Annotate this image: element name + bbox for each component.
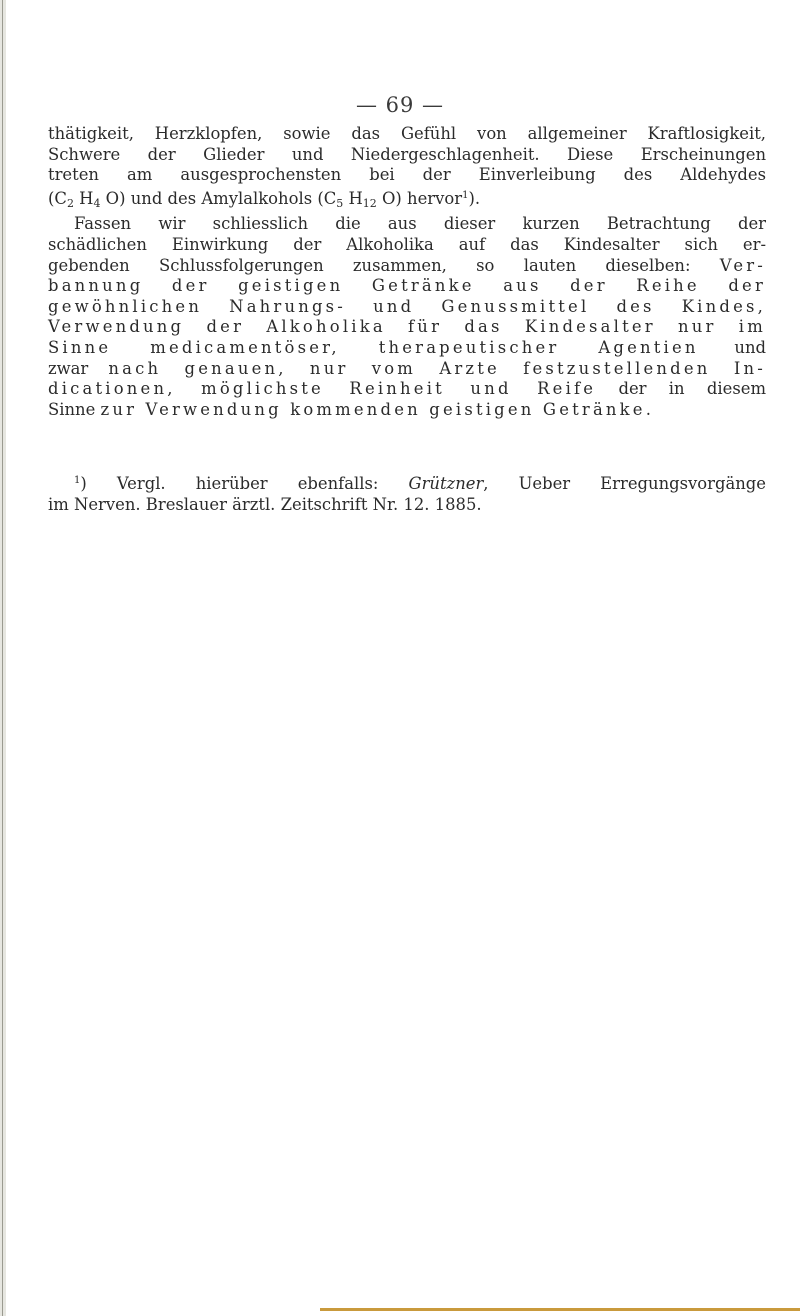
footnote-author: Grützner [408,474,484,493]
text-line: Fassen wir schliesslich die aus dieser kurzen Betrachtung der [74,214,766,234]
page-binding-edge [0,0,6,1316]
subscript: 12 [362,196,377,210]
text-line [48,379,766,400]
bottom-edge-mark [320,1308,800,1311]
text-line [48,400,766,421]
text-line: thätigkeit, Herzklopfen, sowie das Gefühl von allgemeiner Kraftlosigkeit, [48,124,766,143]
formula-text: O) und des Amylalkohols (C [100,188,337,208]
spaced-emphasis: Ver- [719,255,766,275]
page-number: — 69 — [355,93,445,117]
spaced-emphasis: zur Verwendung kommenden geistigen Getränke. [100,399,655,419]
subscript: 4 [93,196,101,210]
text-segment: zwar [48,358,109,378]
text-line [48,359,766,380]
spaced-emphasis: nach genauen, nur vom Arzte festzustellenden In- [108,358,766,378]
text-line-formula [48,186,766,215]
text-segment: der in diesem [596,379,766,399]
text-line [48,338,766,359]
footnote-text: , Ueber Erregungsvorgänge [483,474,767,493]
text-segment: gebenden Schlussfolgerungen zusammen, so lauten dieselben: [48,255,720,275]
spaced-emphasis-line: gewöhnlichen Nahrungs- und Genussmittel des Kindes, [48,296,766,316]
spaced-emphasis-line: Verwendung der Alkoholika für das Kindesalter nur im [48,317,766,337]
spaced-emphasis-line: bannung der geistigen Getränke aus der Reihe der [48,276,766,296]
footnote-marker: 1 [74,475,81,486]
text-segment: Sinne [48,399,101,419]
text-line: Schwere der Glieder und Niedergeschlagenheit. Diese Erscheinungen [48,144,766,164]
formula-text: H [73,188,94,208]
subscript: 2 [66,196,74,210]
spaced-emphasis: Sinne medicamentöser, therapeutischer Agentien [48,337,699,357]
footnote-reference: 1 [462,189,469,201]
text-line [48,256,766,277]
formula-text: (C [48,188,67,208]
footnote [48,471,766,515]
text-segment: und [698,337,766,357]
text-line: schädlichen Einwirkung der Alkoholika auf das Kindesalter sich er- [48,234,766,254]
footnote-text: ) Vergl. hierüber ebenfalls: [80,474,409,493]
spaced-emphasis: dicationen, möglichste Reinheit und Reife [48,379,597,399]
main-text [48,124,766,420]
footnote-line [48,471,766,495]
subscript: 5 [336,196,344,210]
formula-text: ). [468,188,481,208]
formula-text: H [343,188,363,208]
text-line: treten am ausgesprochensten bei der Einverleibung des Aldehydes [48,165,766,185]
formula-text: O) hervor [376,188,463,208]
footnote-line: im Nerven. Breslauer ärztl. Zeitschrift Nr. 12. 1885. [48,494,482,514]
page-edge-line [2,0,3,1316]
